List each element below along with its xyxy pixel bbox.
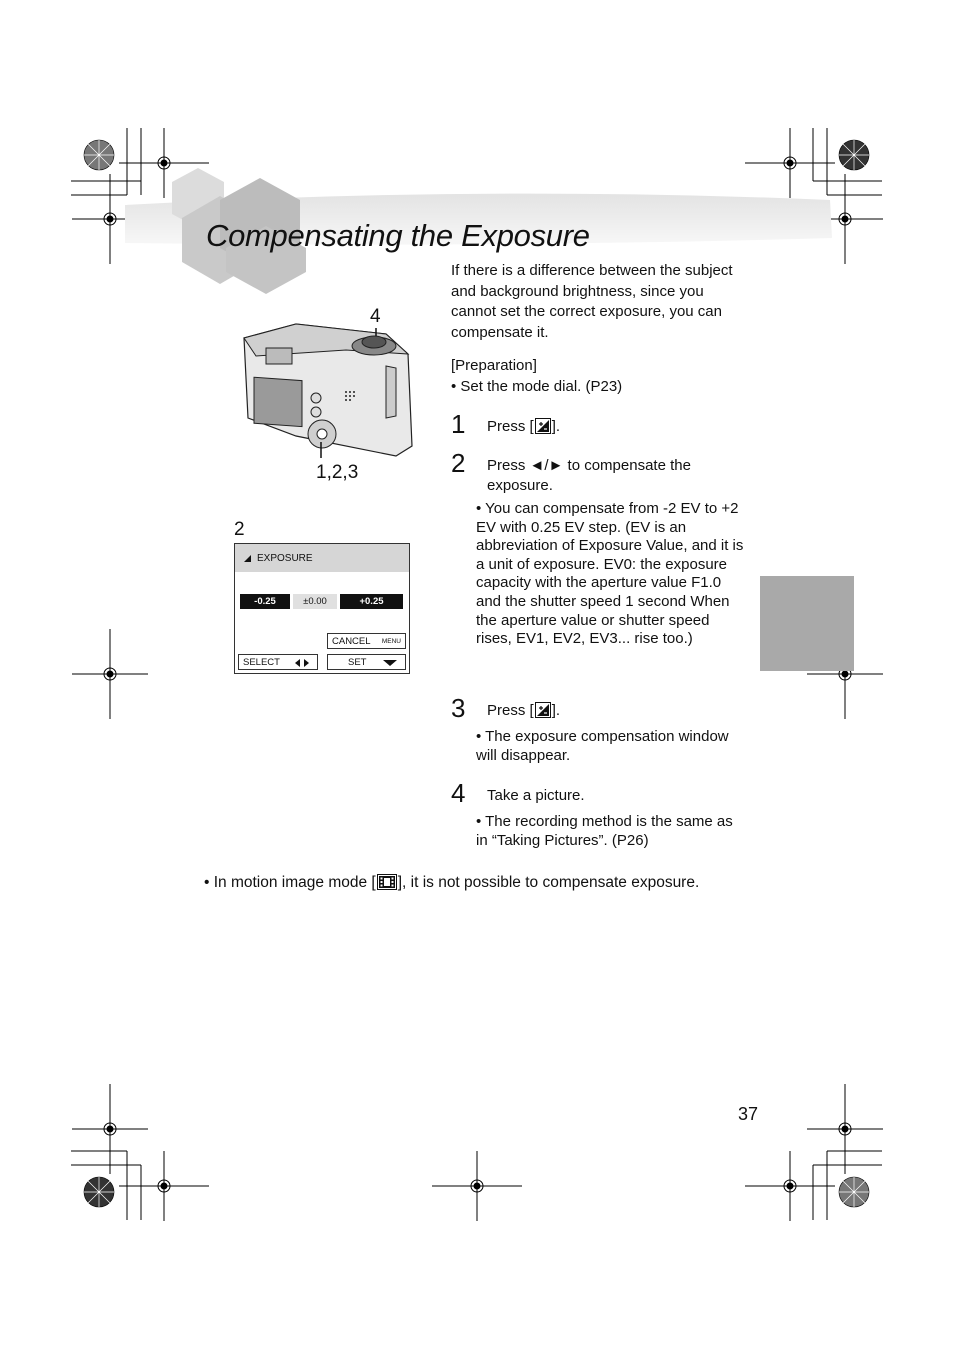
step-4-bullet: • The recording method is the same as in “Taking Pictures”. (P26) (476, 813, 733, 849)
note-post: ], it is not possible to compensate exposure. (397, 874, 700, 891)
step-1-pre: Press [ (487, 418, 534, 435)
step-4-number: 4 (451, 778, 466, 808)
step-3-bullet: • The exposure compensation window will disappear. (476, 728, 729, 764)
ev-current-value: ±0.00 (293, 594, 337, 609)
motion-mode-note (204, 873, 699, 893)
step-3-number: 3 (451, 693, 466, 723)
step-3-post: ]. (551, 702, 561, 719)
section-tab (760, 576, 854, 671)
exposure-screen (234, 543, 410, 674)
step-2-bullet: • You can compensate from -2 EV to +2 EV with 0.25 EV step. (EV is an abbreviation of Exposure Value, and it is a unit of exposure. EV0: the exposure capacity with the aperture value F1.0 and the shutter speed 1 second When the aperture value or shutter speed rises, EV1, EV2, EV3... rise too.) (476, 500, 744, 648)
page-title: Compensating the Exposure (206, 218, 590, 253)
note-pre: • In motion image mode [ (204, 874, 376, 891)
step-4-text: Take a picture. (487, 787, 585, 804)
ev-plus-value: +0.25 (340, 594, 403, 609)
step-3-pre: Press [ (487, 702, 534, 719)
motion-image-icon (377, 874, 397, 890)
cancel-label: CANCEL (332, 636, 371, 647)
exposure-icon (535, 418, 551, 434)
step-1-text (487, 417, 560, 437)
callout-4: 4 (370, 306, 381, 327)
cancel-button (327, 633, 406, 649)
exposure-icon (243, 554, 252, 563)
set-label: SET (348, 657, 367, 668)
preparation-item: • Set the mode dial. (P23) (451, 377, 623, 395)
left-right-arrows-icon (295, 659, 309, 667)
exposure-icon (535, 702, 551, 718)
camera-illustration (236, 306, 416, 466)
step-1-number: 1 (451, 409, 466, 439)
step-2-number: 2 (451, 448, 466, 478)
callout-1-2-3: 1,2,3 (316, 462, 359, 483)
set-button (327, 654, 406, 670)
step-1-post: ]. (551, 418, 561, 435)
menu-label: MENU (381, 638, 401, 645)
select-button (238, 654, 318, 670)
screen-header (235, 544, 409, 572)
down-arrow-icon (383, 659, 397, 667)
preparation-heading: [Preparation] (451, 357, 537, 374)
ev-minus-value: -0.25 (240, 594, 290, 609)
select-label: SELECT (243, 657, 280, 668)
step-3-text (487, 701, 560, 721)
intro-text: If there is a difference between the subject and background brightness, since you cannot set the correct exposure, you can compensate it. (451, 262, 733, 341)
preparation (451, 356, 751, 397)
step-2-text: Press ◄/► to compensate the exposure. (487, 457, 691, 494)
screen-header-label: EXPOSURE (257, 553, 313, 564)
callout-2: 2 (234, 519, 245, 540)
page-number: 37 (738, 1104, 759, 1124)
